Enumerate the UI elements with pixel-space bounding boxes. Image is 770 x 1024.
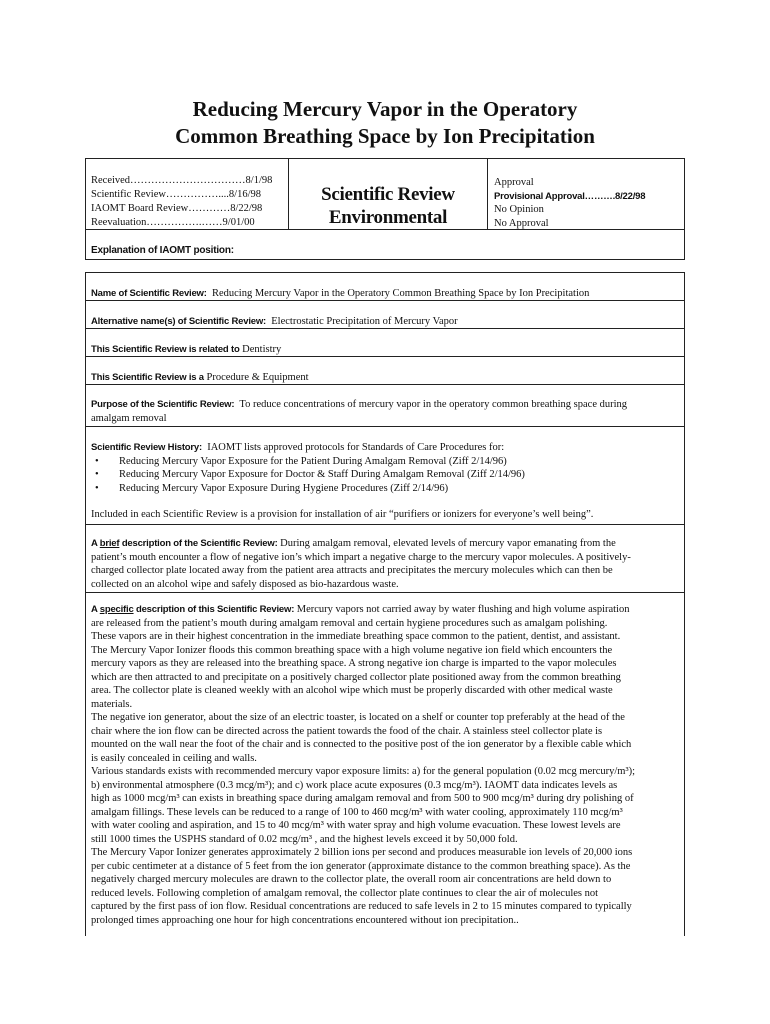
specific-text: with water cooling and aspiration, and 15 to 40 mcg/m³ with water spray and high volume evacuation. These lowest levels are xyxy=(91,820,621,831)
specific-text: materials. xyxy=(91,698,133,710)
purpose-label: Purpose of the Scientific Review: xyxy=(91,399,235,410)
status-approval: Approval xyxy=(494,177,534,188)
specific-text: mounted on the wall near the foot of the chair and is connected to the positive post of the ion generator by a flexible cable which xyxy=(91,739,632,750)
board-review-date: IAOMT Board Review…………8/22/98 xyxy=(91,203,263,214)
history-note: Included in each Scientific Review is a provision for installation of air “purifiers or ionizers for everyone’s well being”. xyxy=(91,509,594,520)
category-line-1: Scientific Review xyxy=(321,184,455,205)
specific-label: A specific description of this Scientific Review: xyxy=(91,604,295,615)
brief-text: charged collector plate located away from the patient area attracts and precipitates the mercury molecules which can then be xyxy=(91,565,613,576)
name-value: Reducing Mercury Vapor in the Operatory Common Breathing Space by Ion Precipitation xyxy=(211,288,590,299)
specific-text: The Mercury Vapor Ionizer generates approximately 2 billion ions per second and produces measurable ion levels of 20,000 ions xyxy=(91,847,633,858)
specific-text: is easily concealed in ceiling and walls. xyxy=(91,752,257,764)
header-table xyxy=(85,158,685,260)
brief-description-row xyxy=(86,525,684,593)
history-value: IAOMT lists approved protocols for Standards of Care Procedures for: xyxy=(207,442,505,453)
specific-text: These vapors are in their highest concentration in the immediate breathing space common to the patient, dentist, and assistant. xyxy=(91,631,621,642)
brief-label: A brief description of the Scientific Review: xyxy=(91,538,278,549)
specific-description-row xyxy=(86,593,684,937)
specific-text: still 1000 times the USPHS standard of 0.02 mcg/m³ , and the highest levels exceed it by 50,000 fold. xyxy=(91,833,518,845)
review-table xyxy=(85,272,685,936)
history-label: Scientific Review History: xyxy=(91,442,202,453)
brief-text: collected on an alcohol wipe and safely disposed as bio-hazardous waste. xyxy=(91,578,399,590)
purpose-value-2: amalgam removal xyxy=(91,412,167,424)
alternative-name-row xyxy=(86,301,684,329)
purpose-value-1: To reduce concentrations of mercury vapor in the operatory common breathing space during xyxy=(239,399,628,410)
approval-status xyxy=(487,159,684,229)
specific-text: mercury vapors as they are released into the breathing space. A strong negative ion charge is imparted to the vapor molecules xyxy=(91,658,617,669)
review-category xyxy=(289,159,487,229)
status-no-approval: No Approval xyxy=(494,217,549,229)
specific-text: prolonged times approaching one hour for high concentrations encountered without ion precipitation.. xyxy=(91,914,519,926)
specific-text: high as 1000 mcg/m³ can exists in breathing space during amalgam removal and from 500 to 900 mcg/m³ during dry polishing of xyxy=(91,793,634,804)
history-row xyxy=(86,427,684,525)
brief-text: patient’s mouth encounter a flow of negative ion’s which impart a negative charge to the mercury vapor molecules. A positively- xyxy=(91,551,631,563)
specific-text: Various standards exists with recommended mercury vapor exposure limits: a) for the general population (0.02 mcg mercury/m³); xyxy=(91,766,636,777)
history-bullet: • Reducing Mercury Vapor Exposure for the Patient During Amalgam Removal (Ziff 2/14/96) xyxy=(95,455,507,467)
related-to-label: This Scientific Review is related to xyxy=(91,344,240,355)
specific-text: area. The collector plate is cleaned weekly with an alcohol wipe which must be properly discarded with other medical waste xyxy=(91,685,613,696)
reevaluation-date: Reevaluation…………….……9/01/00 xyxy=(91,217,255,228)
name-row xyxy=(86,273,684,301)
title-line-1: Reducing Mercury Vapor in the Operatory xyxy=(192,97,578,121)
specific-text: amalgam fillings. These levels can be reduced to a range of 100 to 460 mcg/m³ with water cooling, approximately 110 mcg/m³ xyxy=(91,806,623,818)
review-type-value: Procedure & Equipment xyxy=(206,372,309,383)
specific-text: b) environmental atmosphere (0.3 mcg/m³); and c) work place acute exposures (0.3 mcg/m³). IAOMT data indicates levels as xyxy=(91,779,618,791)
document-title xyxy=(0,96,770,150)
specific-text: negatively charged mercury molecules are drawn to the collector plate, the overall room air concentrations are held down to xyxy=(91,874,612,885)
specific-text: are released from the patient’s mouth during amalgam removal and certain hygiene procedures such as amalgam polishing. xyxy=(91,617,608,629)
explanation-label: Explanation of IAOMT position: xyxy=(86,229,684,259)
specific-text: chair where the ion flow can be directed across the patient towards the food of the chair. A stainless steel collector plate is xyxy=(91,725,603,737)
specific-text: captured by the first pass of ion flow. Residual concentrations are reduced to safe levels in 2 to 15 minutes compared to typically xyxy=(91,901,632,912)
category-line-2: Environmental xyxy=(328,207,448,228)
status-no-opinion: No Opinion xyxy=(494,204,544,215)
specific-text: The Mercury Vapor Ionizer floods this common breathing space with a high volume negative ion field which encounters the xyxy=(91,644,613,656)
alternative-name-value: Electrostatic Precipitation of Mercury Vapor xyxy=(271,316,458,327)
specific-text: per cubic centimeter at a distance of 5 feet from the ion generator (approximate distance to the common breathing space). As the xyxy=(91,860,631,872)
related-to-row xyxy=(86,329,684,357)
scientific-review-date: Scientific Review……………....8/16/98 xyxy=(91,189,262,200)
purpose-row xyxy=(86,385,684,427)
alternative-name-label: Alternative name(s) of Scientific Review: xyxy=(91,316,266,327)
history-bullet: • Reducing Mercury Vapor Exposure for Doctor & Staff During Amalgam Removal (Ziff 2/14/96) xyxy=(95,469,525,480)
brief-text: During amalgam removal, elevated levels of mercury vapor emanating from the xyxy=(280,538,616,549)
review-type-row xyxy=(86,357,684,385)
related-to-value: Dentistry xyxy=(242,344,282,355)
review-dates xyxy=(86,159,289,229)
specific-text: The negative ion generator, about the size of an electric toaster, is located on a shelf or counter top preferably at the head of the xyxy=(91,712,625,723)
specific-text: reduced levels. Following completion of amalgam removal, the collector plate continues to clear the air of molecules not xyxy=(91,887,599,899)
title-line-2: Common Breathing Space by Ion Precipitation xyxy=(175,124,595,148)
history-bullet: • Reducing Mercury Vapor Exposure During Hygiene Procedures (Ziff 2/14/96) xyxy=(95,482,449,494)
specific-text: which are then attracted to and precipitate on a positively charged collector plate positioned away from the common breathing xyxy=(91,671,621,683)
received-date: Received……………………………8/1/98 xyxy=(91,175,273,186)
name-label: Name of Scientific Review: xyxy=(91,288,207,299)
status-provisional: Provisional Approval……….8/22/98 xyxy=(494,190,646,202)
review-type-label: This Scientific Review is a xyxy=(91,372,204,383)
specific-text: Mercury vapors not carried away by water flushing and high volume aspiration xyxy=(296,604,630,615)
